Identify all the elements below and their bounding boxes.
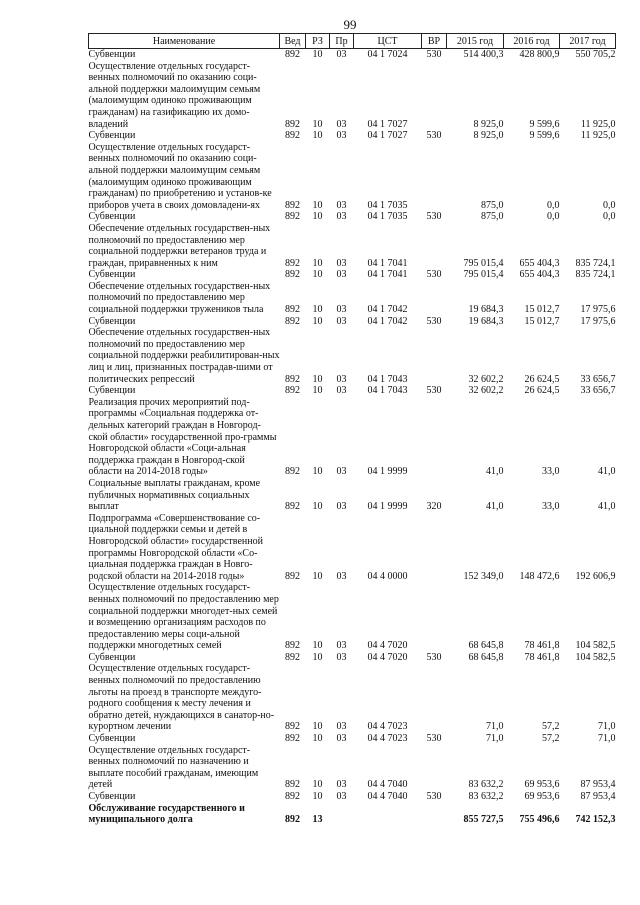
cell-name: Субвенции <box>88 211 136 223</box>
cell-ved: 892 <box>285 304 300 316</box>
cell-ved: 892 <box>285 791 300 802</box>
cell-2015: 8 925,0 <box>473 130 504 142</box>
cell-2017: 33 656,7 <box>580 385 616 397</box>
cell-rz: 10 <box>312 651 323 663</box>
cell-2016: 9 599,6 <box>529 118 560 130</box>
cell-2016: 15 012,7 <box>524 315 560 327</box>
cell-2016: 26 624,5 <box>524 385 560 397</box>
cell-2016: 428 800,9 <box>519 49 560 60</box>
cell-2015: 19 684,3 <box>468 315 504 327</box>
cell-ved: 892 <box>285 257 300 269</box>
cell-vr: 530 <box>426 385 442 397</box>
cell-cst: 04 1 7043 <box>367 385 408 397</box>
cell-name: Осуществление отдельных государст-венных полномочий по предоставлению мер социальной поддержки многодет-ных семей и возмещению организациям расходов по предоставлению меры соци-альной поддержки многодетных семей <box>88 582 279 652</box>
budget-table <box>88 33 616 826</box>
table-row <box>89 478 616 513</box>
cell-2015: 855 727,5 <box>463 814 504 826</box>
cell-pr: 03 <box>336 466 347 478</box>
page-number: 99 <box>343 17 357 32</box>
cell-vr: 530 <box>426 733 442 745</box>
cell-name: Обеспечение отдельных государствен-ных полномочий по предоставлению мер социальной поддержки тружеников тыла <box>88 280 271 316</box>
cell-vr: 530 <box>426 315 442 327</box>
cell-cst: 04 4 7020 <box>367 651 408 663</box>
cell-ved: 892 <box>285 721 300 733</box>
table-row <box>89 663 616 733</box>
cell-cst: 04 4 7040 <box>367 779 408 791</box>
cell-ved: 892 <box>285 651 300 663</box>
cell-2015: 41,0 <box>486 466 504 478</box>
cell-name: Обеспечение отдельных государствен-ных полномочий по предоставлению мер социальной поддержки ветеранов труда и граждан, приравненных к ним <box>88 222 271 269</box>
cell-rz: 10 <box>312 269 323 281</box>
cell-cst: 04 4 7023 <box>367 721 408 733</box>
table-row <box>89 791 616 803</box>
cell-rz: 10 <box>312 130 323 142</box>
cell-2015: 19 684,3 <box>468 304 504 316</box>
cell-2017: 11 925,0 <box>580 118 616 130</box>
cell-pr: 03 <box>336 721 347 733</box>
table-row <box>89 49 616 61</box>
cell-vr <box>422 142 447 212</box>
table-row <box>89 397 616 478</box>
cell-rz: 10 <box>312 779 323 791</box>
cell-2015: 68 645,8 <box>468 640 504 652</box>
cell-name: Субвенции <box>88 315 136 327</box>
table-row <box>89 142 616 212</box>
cell-ved: 892 <box>285 49 300 60</box>
cell-name: Реализация прочих мероприятий под-программы «Социальная поддержка от-дельных категорий граждан в Новгород-ской области» государственной про-граммы Новгородской области «Соци-альная поддержка граждан в Новгород-ской области на 2014-2018 годы» <box>88 396 277 478</box>
cell-ved: 892 <box>285 779 300 791</box>
cell-2016: 78 461,8 <box>524 651 560 663</box>
cell-ved: 892 <box>285 130 300 142</box>
cell-2016: 0,0 <box>547 199 560 211</box>
cell-cst: 04 1 7042 <box>367 315 408 327</box>
table-row <box>89 803 616 826</box>
cell-vr <box>422 513 447 583</box>
cell-cst: 04 1 7042 <box>367 304 408 316</box>
table-row <box>89 513 616 583</box>
cell-name: Субвенции <box>88 791 136 802</box>
cell-vr <box>422 281 447 316</box>
table-row <box>89 733 616 745</box>
cell-vr: 530 <box>426 791 442 802</box>
cell-ved: 892 <box>285 501 300 513</box>
table-row <box>89 130 616 142</box>
cell-cst: 04 1 7027 <box>367 130 408 142</box>
cell-2015: 68 645,8 <box>468 651 504 663</box>
cell-rz: 10 <box>312 373 323 385</box>
cell-rz: 10 <box>312 466 323 478</box>
cell-pr: 03 <box>336 199 347 211</box>
cell-2016: 755 496,6 <box>519 814 560 826</box>
cell-name: Подпрограмма «Совершенствование со-циальной поддержки семьи и детей в Новгородской области» государственной программы Новгородской области «Со-циальная поддержка граждан в Новго-родской области на 2014-2018 годы» <box>88 512 263 582</box>
table-row <box>89 316 616 328</box>
cell-pr: 03 <box>336 791 347 802</box>
cell-rz: 10 <box>312 315 323 327</box>
cell-pr: 03 <box>336 640 347 652</box>
cell-name: Осуществление отдельных государст-венных полномочий по назначению и выплате пособий гражданам, имеющим детей <box>88 744 259 791</box>
cell-2016: 655 404,3 <box>519 269 560 281</box>
cell-cst: 04 4 7020 <box>367 640 408 652</box>
column-header-2015: 2015 год <box>447 34 504 49</box>
table-row <box>89 745 616 791</box>
cell-cst: 04 4 0000 <box>367 570 408 582</box>
cell-pr: 03 <box>336 269 347 281</box>
cell-name: Обеспечение отдельных государствен-ных полномочий по предоставлению мер социальной поддержки реабилитирован-ных лиц и лиц, признанных пострадав-шими от политических репрессий <box>88 327 280 385</box>
cell-2016: 0,0 <box>547 211 560 223</box>
cell-rz: 10 <box>312 501 323 513</box>
cell-vr: 320 <box>426 501 442 513</box>
cell-2017: 17 975,6 <box>580 304 616 316</box>
cell-ved: 892 <box>285 269 300 281</box>
cell-name: Субвенции <box>88 269 136 281</box>
cell-vr: 530 <box>426 49 442 60</box>
cell-2016: 9 599,6 <box>529 130 560 142</box>
cell-name: Социальные выплаты гражданам, кроме публичных нормативных социальных выплат <box>88 477 261 513</box>
cell-vr: 530 <box>426 651 442 663</box>
cell-2017: 71,0 <box>598 733 616 745</box>
cell-2015: 83 632,2 <box>468 779 504 791</box>
cell-rz: 10 <box>312 791 323 802</box>
cell-pr: 03 <box>336 257 347 269</box>
cell-vr <box>422 397 447 478</box>
cell-ved: 892 <box>285 315 300 327</box>
cell-pr: 03 <box>336 211 347 223</box>
cell-pr: 03 <box>336 315 347 327</box>
cell-2016: 33,0 <box>542 466 560 478</box>
table-row <box>89 211 616 223</box>
cell-name: Осуществление отдельных государст-венных полномочий по оказанию соци-альной поддержки малоимущим семьям (малоимущим одиноко проживающим гражданам) на газификацию их домо-владений <box>88 60 261 130</box>
cell-rz: 10 <box>312 49 323 60</box>
cell-2017: 41,0 <box>598 466 616 478</box>
cell-vr <box>422 663 447 733</box>
column-header-cst: ЦСТ <box>354 34 422 49</box>
cell-2016: 57,2 <box>542 733 560 745</box>
column-header-2017: 2017 год <box>560 34 616 49</box>
cell-2015: 514 400,3 <box>463 49 504 60</box>
cell-ved: 892 <box>285 373 300 385</box>
table-row <box>89 327 616 385</box>
cell-2017: 835 724,1 <box>575 269 616 281</box>
cell-2017: 835 724,1 <box>575 257 616 269</box>
table-row <box>89 269 616 281</box>
cell-vr: 530 <box>426 130 442 142</box>
cell-2016: 69 953,6 <box>524 791 560 802</box>
cell-pr: 03 <box>336 130 347 142</box>
cell-name: Обслуживание государственного и муниципального долга <box>88 802 245 826</box>
cell-2017: 87 953,4 <box>580 779 616 791</box>
cell-pr: 03 <box>336 501 347 513</box>
cell-name: Субвенции <box>88 49 136 60</box>
cell-2017: 33 656,7 <box>580 373 616 385</box>
cell-pr: 03 <box>336 779 347 791</box>
cell-ved: 892 <box>285 466 300 478</box>
cell-2015: 32 602,2 <box>468 385 504 397</box>
cell-name: Осуществление отдельных государст-венных полномочий по оказанию соци-альной поддержки малоимущим семьям (малоимущим одиноко проживающим гражданам) по приобретению и установ-ке приборов учета в своих домовладени-ях <box>88 141 272 211</box>
cell-2015: 875,0 <box>481 199 504 211</box>
cell-rz: 10 <box>312 570 323 582</box>
cell-ved: 892 <box>285 385 300 397</box>
cell-2016: 69 953,6 <box>524 779 560 791</box>
cell-name: Субвенции <box>88 385 136 397</box>
cell-2015: 83 632,2 <box>468 791 504 802</box>
cell-rz: 10 <box>312 721 323 733</box>
cell-name: Субвенции <box>88 733 136 745</box>
cell-name: Осуществление отдельных государст-венных полномочий по предоставлению льготы на проезд в транспорте междуго-родного сообщения к месту лечения и обратно детей, нуждающихся в санатор-но-курортном лечении <box>88 663 275 733</box>
cell-vr <box>422 745 447 791</box>
table-header-row <box>89 34 616 49</box>
column-header-2016: 2016 год <box>504 34 560 49</box>
cell-vr <box>422 582 447 652</box>
cell-2017: 742 152,3 <box>575 814 616 826</box>
cell-name: Субвенции <box>88 130 136 142</box>
table-body <box>89 49 616 826</box>
column-header-name: Наименование <box>89 34 280 49</box>
cell-2015: 32 602,2 <box>468 373 504 385</box>
cell-rz: 13 <box>312 814 323 826</box>
cell-2015: 152 349,0 <box>463 570 504 582</box>
cell-2016: 655 404,3 <box>519 257 560 269</box>
cell-2017: 0,0 <box>603 211 616 223</box>
cell-2015: 71,0 <box>486 721 504 733</box>
cell-vr <box>422 803 447 826</box>
cell-2015: 71,0 <box>486 733 504 745</box>
cell-ved: 892 <box>285 733 300 745</box>
cell-pr: 03 <box>336 373 347 385</box>
cell-2017: 71,0 <box>598 721 616 733</box>
cell-2015: 875,0 <box>481 211 504 223</box>
cell-2015: 41,0 <box>486 501 504 513</box>
cell-cst: 04 4 7023 <box>367 733 408 745</box>
cell-2015: 8 925,0 <box>473 118 504 130</box>
table-row <box>89 385 616 397</box>
cell-ved: 892 <box>285 199 300 211</box>
cell-2017: 104 582,5 <box>575 651 616 663</box>
cell-cst: 04 1 7041 <box>367 257 408 269</box>
cell-vr <box>422 223 447 269</box>
cell-vr: 530 <box>426 269 442 281</box>
cell-vr <box>422 327 447 385</box>
cell-cst: 04 1 9999 <box>367 466 408 478</box>
cell-rz: 10 <box>312 199 323 211</box>
cell-rz: 10 <box>312 211 323 223</box>
cell-rz: 10 <box>312 257 323 269</box>
cell-2016: 15 012,7 <box>524 304 560 316</box>
cell-rz: 10 <box>312 304 323 316</box>
cell-ved: 892 <box>285 570 300 582</box>
cell-cst <box>354 803 422 826</box>
table-row <box>89 582 616 652</box>
cell-cst: 04 1 7027 <box>367 118 408 130</box>
cell-pr: 03 <box>336 570 347 582</box>
cell-cst: 04 1 7024 <box>367 49 408 60</box>
cell-vr: 530 <box>426 211 442 223</box>
cell-ved: 892 <box>285 211 300 223</box>
cell-cst: 04 1 7043 <box>367 373 408 385</box>
cell-ved: 892 <box>285 640 300 652</box>
cell-ved: 892 <box>285 118 300 130</box>
cell-2017: 550 705,2 <box>575 49 616 60</box>
cell-ved: 892 <box>285 814 300 826</box>
cell-rz: 10 <box>312 385 323 397</box>
cell-2016: 26 624,5 <box>524 373 560 385</box>
cell-2017: 192 606,9 <box>575 570 616 582</box>
cell-2017: 17 975,6 <box>580 315 616 327</box>
cell-2017: 0,0 <box>603 199 616 211</box>
cell-2017: 104 582,5 <box>575 640 616 652</box>
cell-2015: 795 015,4 <box>463 269 504 281</box>
cell-pr: 03 <box>336 385 347 397</box>
cell-rz: 10 <box>312 118 323 130</box>
cell-cst: 04 1 7035 <box>367 211 408 223</box>
cell-rz: 10 <box>312 640 323 652</box>
cell-pr <box>330 803 354 826</box>
column-header-pr: Пр <box>330 34 354 49</box>
column-header-rz: РЗ <box>306 34 330 49</box>
table-row <box>89 652 616 664</box>
table-row <box>89 223 616 269</box>
cell-pr: 03 <box>336 49 347 60</box>
table-row <box>89 281 616 316</box>
cell-pr: 03 <box>336 651 347 663</box>
cell-pr: 03 <box>336 733 347 745</box>
cell-vr <box>422 61 447 131</box>
cell-rz: 10 <box>312 733 323 745</box>
column-header-ved: Вед <box>280 34 306 49</box>
cell-pr: 03 <box>336 118 347 130</box>
table-row <box>89 61 616 131</box>
cell-2017: 87 953,4 <box>580 791 616 802</box>
cell-2017: 41,0 <box>598 501 616 513</box>
cell-2016: 57,2 <box>542 721 560 733</box>
cell-cst: 04 1 7035 <box>367 199 408 211</box>
cell-pr: 03 <box>336 304 347 316</box>
cell-2016: 148 472,6 <box>519 570 560 582</box>
cell-cst: 04 1 9999 <box>367 501 408 513</box>
cell-name: Субвенции <box>88 651 136 663</box>
cell-2017: 11 925,0 <box>580 130 616 142</box>
cell-2016: 33,0 <box>542 501 560 513</box>
cell-cst: 04 4 7040 <box>367 791 408 802</box>
cell-2016: 78 461,8 <box>524 640 560 652</box>
cell-2015: 795 015,4 <box>463 257 504 269</box>
column-header-vr: ВР <box>422 34 447 49</box>
cell-cst: 04 1 7041 <box>367 269 408 281</box>
